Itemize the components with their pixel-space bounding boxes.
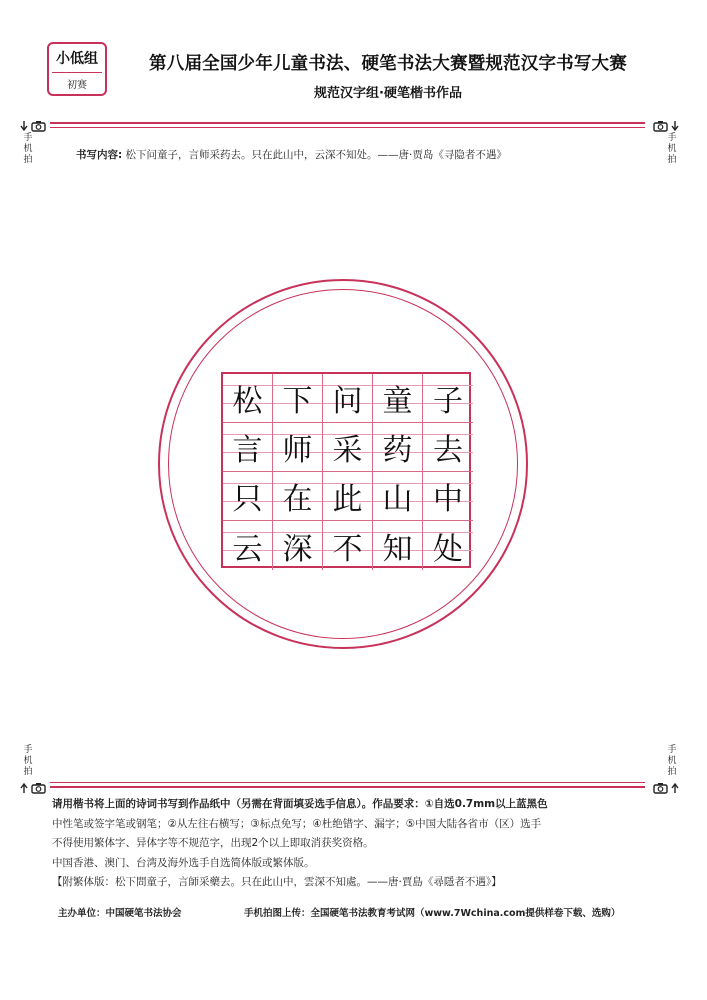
mark-char: 手 [667,133,677,143]
grid-cell: 山 [373,472,423,521]
stage-label: 初赛 [52,72,102,93]
mark-char: 手 [667,745,677,755]
mark-char: 机 [23,756,33,766]
calligraphy-grid [221,372,471,568]
top-left-phone-label [22,133,34,166]
camera-icon [20,782,48,794]
content-label: 书写内容: [76,149,123,161]
page-subtitle: 规范汉字组·硬笔楷书作品 [314,86,462,101]
grid-cell: 只 [223,472,273,521]
grid-cell: 子 [423,374,473,423]
group-badge [47,42,107,96]
grid-cell: 去 [423,423,473,472]
camera-icon [652,120,680,132]
grid-cell: 在 [273,472,323,521]
top-rule [50,122,645,124]
camera-icon [652,782,680,794]
mark-char: 机 [23,144,33,154]
grid-cell: 师 [273,423,323,472]
bottom-right-camera-mark [652,779,680,798]
mark-char: 机 [667,144,677,154]
grid-cell: 知 [373,521,423,570]
instruction-line: 中性笔或签字笔或钢笔；②从左往右横写；③标点免写；④杜绝错字、漏字；⑤中国大陆各省市（区）选手 [52,817,542,830]
top-right-phone-label [666,133,678,166]
bottom-right-phone-label [666,745,678,778]
instruction-line: 中国香港、澳门、台湾及海外选手自选简体版或繁体版。 [52,856,315,869]
grid-cell: 童 [373,374,423,423]
grid-cell: 言 [223,423,273,472]
instruction-line: 请用楷书将上面的诗词书写到作品纸中（另需在背面填妥选手信息）。作品要求：①自选0.7mm以上蓝黑色 [52,798,548,810]
bottom-left-camera-mark [20,779,48,798]
grid-cell: 药 [373,423,423,472]
grid-cell: 松 [223,374,273,423]
instruction-line: 不得使用繁体字、异体字等不规范字，出现2个以上即取消获奖资格。 [52,837,374,849]
instructions [52,795,652,893]
instruction-line: 【附繁体版：松下問童子，言師采藥去。只在此山中，雲深不知處。——唐·賈島《尋隱者不遇》】 [52,876,502,888]
bottom-left-phone-label [22,745,34,778]
bottom-rule-thin [50,782,645,783]
camera-icon [20,120,48,132]
grid-cell: 下 [273,374,323,423]
page-title: 第八届全国少年儿童书法、硬笔书法大赛暨规范汉字书写大赛 [149,54,627,74]
group-label: 小低组 [56,51,98,67]
writing-content [76,147,507,162]
content-text: 松下问童子，言师采药去。只在此山中，云深不知处。——唐·贾岛《寻隐者不遇》 [125,149,507,161]
mark-char: 拍 [667,155,677,165]
grid-cell: 云 [223,521,273,570]
upload-info: 手机拍图上传：全国硬笔书法教育考试网（www.7Wchina.com提供样卷下载、选购） [244,908,621,919]
bottom-rule [50,786,645,788]
mark-char: 拍 [667,767,677,777]
grid-cell: 此 [323,472,373,521]
top-rule-thin [50,127,645,128]
mark-char: 手 [23,745,33,755]
mark-char: 拍 [23,767,33,777]
grid-cell: 深 [273,521,323,570]
mark-char: 机 [667,756,677,766]
mark-char: 拍 [23,155,33,165]
grid-cell: 不 [323,521,373,570]
grid-cell: 中 [423,472,473,521]
mark-char: 手 [23,133,33,143]
organizer-info: 主办单位：中国硬笔书法协会 [58,908,182,919]
grid-cell: 问 [323,374,373,423]
grid-cell: 采 [323,423,373,472]
grid-cell: 处 [423,521,473,570]
